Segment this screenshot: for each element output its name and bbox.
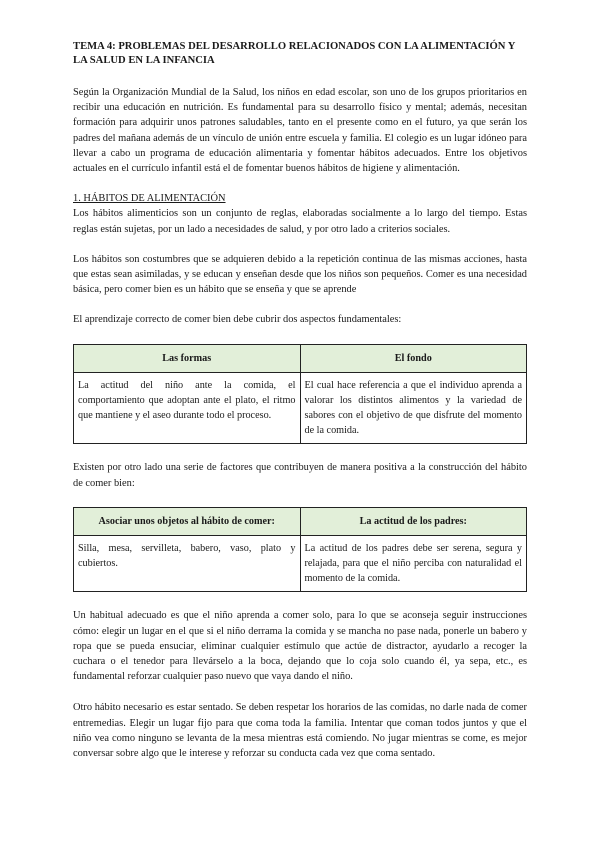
- table-cell-parents: La actitud de los padres debe ser serena, segura y relajada, para que el niño perciba con naturalidad el momento de la comida.: [300, 535, 527, 592]
- table-header-background: El fondo: [300, 344, 527, 372]
- paragraph-factors: Existen por otro lado una serie de factores que contribuyen de manera positiva a la construcción del hábito de comer bien:: [73, 462, 527, 489]
- table-header-parents: La actitud de los padres:: [300, 507, 527, 535]
- document-page: [73, 40, 527, 761]
- factors-table: [73, 507, 527, 593]
- paragraph-habits-customs: Los hábitos son costumbres que se adquieren debido a la repetición continua de las mismas acciones, hasta que estas sean asimiladas, y se educan y enseñan desde que los niños son pequeños. Comer es una necesidad básica, pero comer bien es un hábito que se enseña y que se aprende: [73, 253, 527, 296]
- paragraph-learning-aspects: El aprendizaje correcto de comer bien debe cubrir dos aspectos fundamentales:: [73, 314, 402, 326]
- paragraph-habits-definition: Los hábitos alimenticios son un conjunto de reglas, elaboradas socialmente a lo largo del tiempo. Estas reglas están sujetas, por un lado a necesidades de salud, y por otro lado a criterios sociales.: [73, 208, 527, 235]
- paragraph-sitting: Otro hábito necesario es estar sentado. Se deben respetar los horarios de las comidas, no darle nada de comer entremedias. Elegir un lugar fijo para que coma toda la familia. Intentar que coman todos juntos y que el niño vea como ninguno se levanta de la mesa mientras está comiendo. No jugar mientras se come, es mejor conversar sobre algo que le interese y reforzar su conducta cada vez que coma sentado.: [73, 702, 527, 760]
- intro-paragraph: Según la Organización Mundial de la Salud, los niños en edad escolar, son uno de los grupos prioritarios en recibir una educación en nutrición. Es fundamental para su desarrollo físico y mental; además, necesitan formación para adquirir unos patrones saludables, tanto en el presente como en el futuro, ya que serán los padres del mañana además de un vínculo de unión entre escuela y familia. El colegio es un lugar idóneo para llevar a cabo un programa de educación alimentaria y fomentar hábitos adecuados. Entre los objetivos actuales en el currículo infantil está el de fomentar buenos hábitos de higiene y alimentación.: [73, 87, 527, 175]
- paragraph-eating-alone: Un habitual adecuado es que el niño aprenda a comer solo, para lo que se aconseja seguir instrucciones cómo: elegir un lugar en el que si el niño derrama la comida y se mancha no pase nada, ponerle un babero y ropa que se pueda ensuciar, eliminar cualquier estímulo que actúe de distractor, ayudarlo a recoger la cuchara o el tenedor para llevárselo a la boca, dejando que lo coja solo cuando él, ya sepa, etc., es fundamental reforzar cualquier paso nuevo que vaya dando el niño.: [73, 610, 527, 683]
- section-heading: 1. HÁBITOS DE ALIMENTACIÓN: [73, 193, 226, 205]
- aspects-table: [73, 344, 527, 445]
- document-title: TEMA 4: PROBLEMAS DEL DESARROLLO RELACIONADOS CON LA ALIMENTACIÓN Y LA SALUD EN LA INFANCIA: [73, 41, 515, 66]
- table-cell-background: El cual hace referencia a que el individuo aprenda a valorar los distintos alimentos y la variedad de sabores con el objetivo de que disfrute del momento de la comida.: [300, 372, 527, 444]
- table-cell-objects: Silla, mesa, servilleta, babero, vaso, plato y cubiertos.: [74, 535, 301, 592]
- table-header-objects: Asociar unos objetos al hábito de comer:: [74, 507, 301, 535]
- table-header-forms: Las formas: [74, 344, 301, 372]
- table-cell-forms: La actitud del niño ante la comida, el comportamiento que adoptan ante el plato, el ritmo que mantiene y el aseo durante todo el proceso.: [74, 372, 301, 444]
